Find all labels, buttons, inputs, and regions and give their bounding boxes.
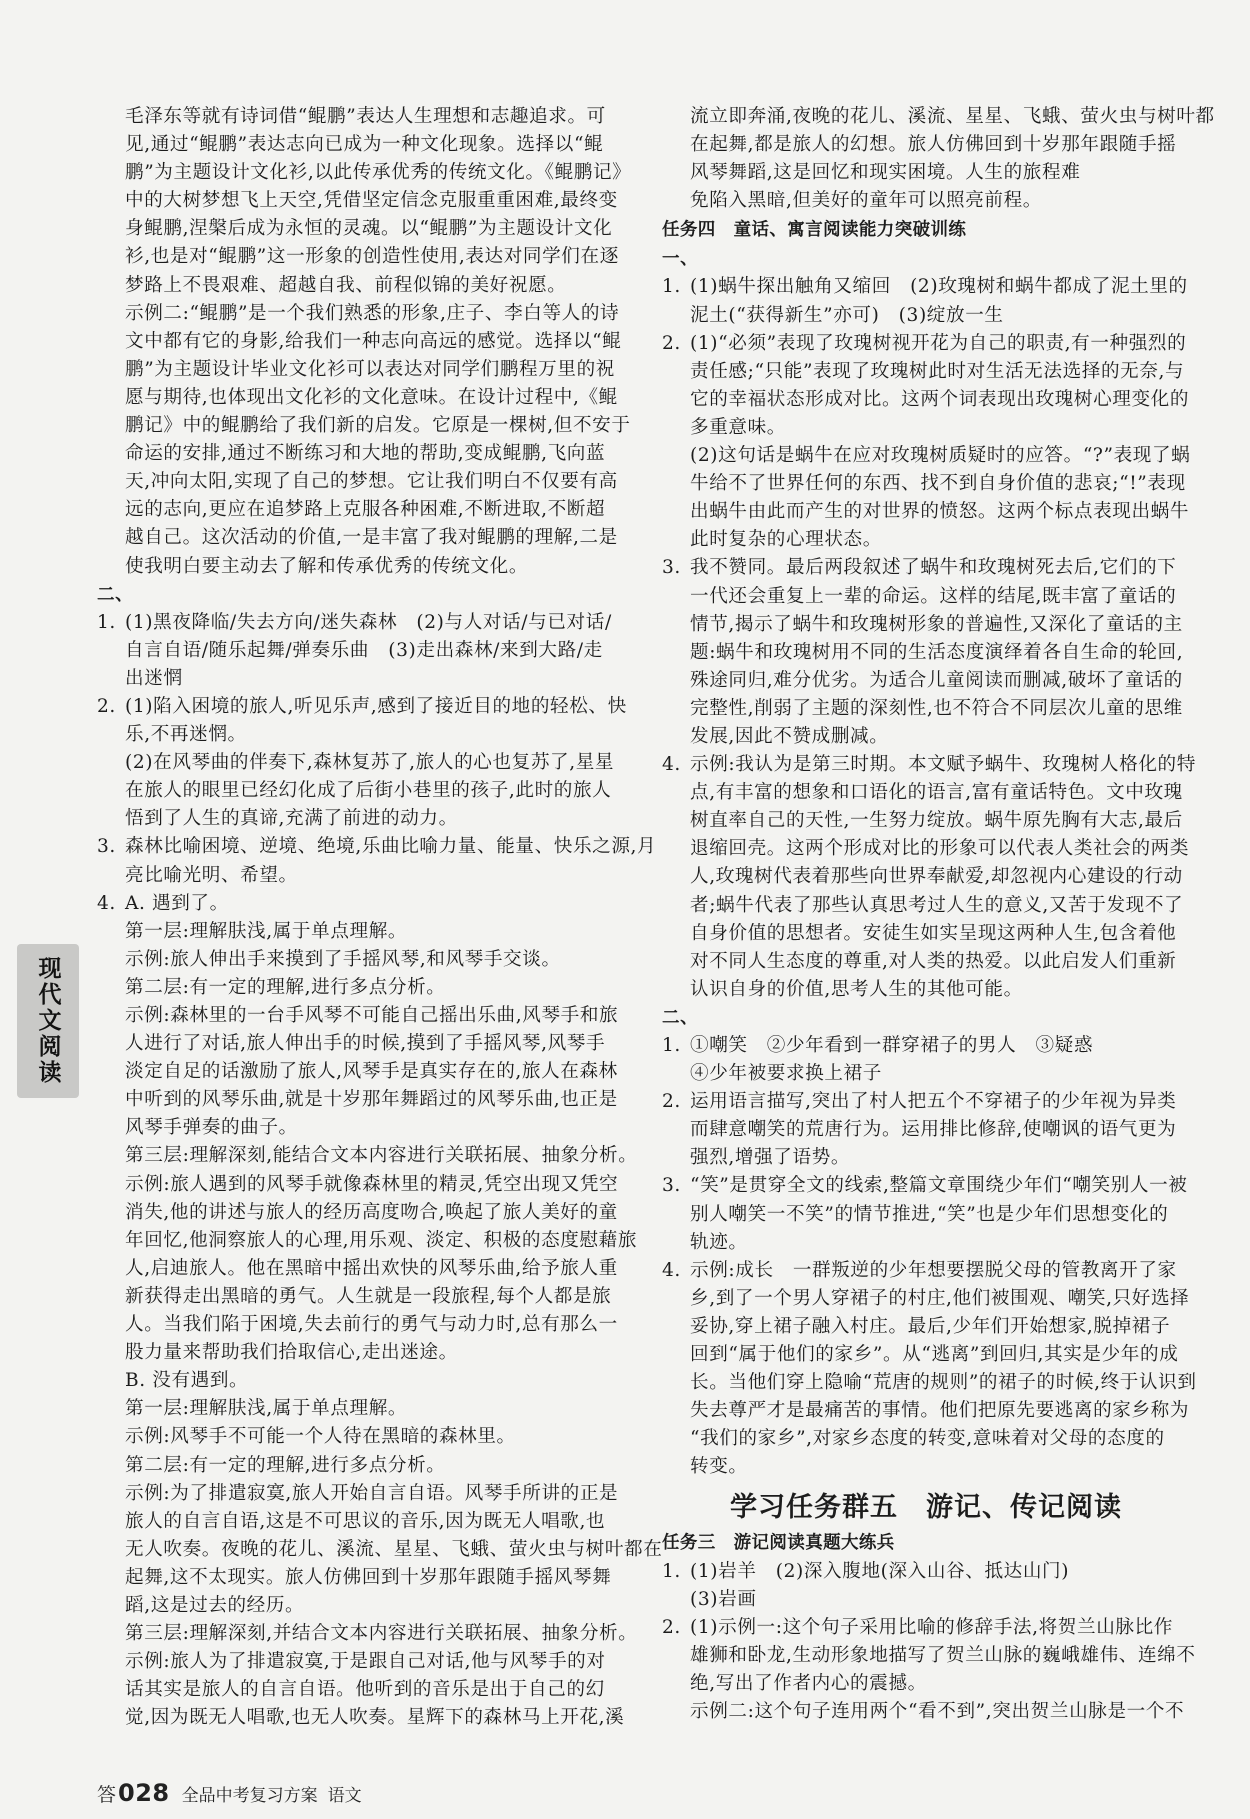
text-line: [97, 1283, 632, 1311]
text-line: [97, 1395, 632, 1423]
line-text: 一代还会重复上一辈的命运。这样的结尾,既丰富了童话的: [690, 585, 1177, 607]
text-line: [97, 272, 632, 300]
question-number: 4.: [662, 754, 681, 776]
text-line: [662, 639, 1190, 667]
section-marker: [662, 1004, 1190, 1032]
line-text: 旅人的自言自语,这是不可思议的音乐,因为既无人唱歌,也: [125, 1510, 606, 1532]
right-column: [662, 103, 1215, 1726]
line-text: 长。当他们穿上隐喻“荒唐的规则”的裙子的时候,终于认识到: [690, 1372, 1197, 1394]
text-line: [662, 892, 1190, 920]
line-text: 二、: [97, 584, 134, 605]
line-text: 雄狮和卧龙,生动形象地描写了贺兰山脉的巍峨雄伟、连绵不: [690, 1644, 1196, 1666]
line-text: 年回忆,他洞察旅人的心理,用乐观、淡定、积极的态度慰藉旅: [125, 1229, 638, 1251]
text-line: [662, 1229, 1190, 1257]
text-line: [97, 974, 632, 1002]
line-text: 对不同人生态度的尊重,对人类的热爱。以此启发人们重新: [690, 950, 1177, 972]
line-text: (1)岩羊 (2)深入腹地(深入山谷、抵达山门): [690, 1560, 1070, 1582]
line-text: 悟到了人生的真谛,充满了前进的动力。: [125, 808, 458, 830]
line-text: 示例:旅人伸出手来摸到了手摇风琴,和风琴手交谈。: [125, 948, 561, 970]
text-line: [662, 807, 1190, 835]
text-line: [97, 1452, 632, 1480]
line-text: 我不赞同。最后两段叙述了蜗牛和玫瑰树死去后,它们的下: [690, 557, 1177, 579]
line-text: (1)黑夜降临/失去方向/迷失森林 (2)与人对话/与已对话/: [125, 611, 612, 633]
line-text: 第三层:理解深刻,并结合文本内容进行关联拓展、抽象分析。: [125, 1623, 638, 1645]
line-text: 轨迹。: [690, 1231, 748, 1253]
line-text: 命运的安排,通过不断练习和大地的帮助,变成鲲鹏,飞向蓝: [125, 443, 606, 465]
line-text: 见,通过“鲲鹏”表达志向已成为一种文化现象。选择以“鲲: [125, 134, 604, 156]
line-text: 鹏”为主题设计毕业文化衫可以表达对同学们鹏程万里的祝: [125, 358, 615, 380]
line-text: 乡,到了一个男人穿裙子的村庄,他们被围观、嘲笑,只好选择: [690, 1287, 1190, 1309]
line-text: 新获得走出黑暗的勇气。人生就是一段旅程,每个人都是旅: [125, 1285, 612, 1307]
line-text: 无人吹奏。夜晚的花儿、溪流、星星、飞蛾、萤火虫与树叶都在: [125, 1538, 663, 1560]
text-line: [97, 440, 632, 468]
text-line: [97, 243, 632, 271]
text-line: [662, 273, 1190, 301]
text-line: [662, 583, 1190, 611]
line-text: 第一层:理解肤浅,属于单点理解。: [125, 920, 408, 942]
text-line: [662, 470, 1190, 498]
line-text: 在旅人的眼里已经幻化成了后街小巷里的孩子,此时的旅人: [125, 780, 612, 802]
line-text: 人,启迪旅人。他在黑暗中摇出欢快的风琴乐曲,给予旅人重: [125, 1257, 618, 1279]
line-text: 第二层:有一定的理解,进行多点分析。: [125, 1454, 446, 1476]
task-heading: 任务三 游记阅读真题大练兵: [662, 1532, 895, 1553]
line-text: 示例二:“鲲鹏”是一个我们熟悉的形象,庄子、李白等人的诗: [125, 302, 620, 324]
text-line: [97, 1142, 638, 1170]
text-line: [97, 833, 657, 861]
line-text: 鹏记》中的鲲鹏给了我们新的启发。它原是一棵树,但不安于: [125, 415, 631, 437]
line-text: 梦路上不畏艰难、超越自我、前程似锦的美好祝愿。: [125, 274, 567, 296]
line-text: 题:蜗牛和玫瑰树用不同的生活态度演绎着各自生命的轮回,: [690, 641, 1184, 663]
text-line: [97, 496, 632, 524]
text-line: [662, 103, 1215, 131]
line-text: 在起舞,都是旅人的幻想。旅人仿佛回到十岁那年跟随手摇: [690, 134, 1177, 156]
text-line: [662, 863, 1190, 891]
line-text: 完整性,削弱了主题的深刻性,也不符合不同层次儿童的思维: [690, 697, 1183, 719]
section-side-tab: [17, 944, 79, 1098]
text-line: [97, 1508, 632, 1536]
line-text: (1)示例一:这个句子采用比喻的修辞手法,将贺兰山脉比作: [690, 1616, 1173, 1638]
line-text: 毛泽东等就有诗词借“鲲鹏”表达人生理想和志趣追求。可: [125, 106, 606, 127]
line-text: 别人嘲笑一不笑”的情节推进,“笑”也是少年们思想变化的: [690, 1203, 1169, 1225]
line-text: A. 遇到了。: [125, 892, 229, 914]
section-marker: [97, 581, 632, 609]
line-text: (3)岩画: [690, 1588, 757, 1610]
text-line: [97, 1480, 632, 1508]
text-line: [97, 103, 632, 131]
line-text: 树直率自己的天性,一生努力绽放。蜗牛原先胸有大志,最后: [690, 810, 1183, 832]
text-line: [662, 358, 1190, 386]
line-text: (2)在风琴曲的伴奏下,森林复苏了,旅人的心也复苏了,星星: [125, 752, 615, 774]
task-group-title: 学习任务群五 游记、传记阅读: [730, 1491, 1122, 1523]
line-text: 衫,也是对“鲲鹏”这一形象的创造性使用,表达对同学们在逐: [125, 246, 619, 268]
text-line: [662, 1313, 1190, 1341]
text-line: [97, 1058, 632, 1086]
text-line: [662, 1144, 1190, 1172]
line-text: 远的志向,更应在追梦路上克服各种困难,不断进取,不断超: [125, 499, 606, 521]
line-text: “我们的家乡”,对家乡态度的转变,意味着对父母的态度的: [690, 1428, 1165, 1450]
text-line: [97, 356, 632, 384]
text-line: [662, 187, 1190, 215]
text-line: [97, 1227, 638, 1255]
line-text: 风琴舞蹈,这是回忆和现实困境。人生的旅程难: [690, 162, 1081, 184]
line-text: 它的幸福状态形成对比。这两个词表现出玫瑰树心理变化的: [690, 388, 1190, 410]
line-text: 人,玫瑰树代表着那些向世界奉献爱,却忽视内心建设的行动: [690, 866, 1183, 888]
text-line: [662, 1285, 1190, 1313]
text-line: [662, 1397, 1190, 1425]
text-line: [97, 187, 632, 215]
text-line: [97, 1311, 632, 1339]
text-line: [662, 414, 1190, 442]
text-line: [662, 526, 1190, 554]
text-line: [97, 1676, 632, 1704]
text-line: [662, 1341, 1190, 1369]
text-line: [97, 412, 632, 440]
text-line: [97, 1002, 632, 1030]
line-text: 股力量来帮助我们拾取信心,走出迷途。: [125, 1342, 458, 1364]
line-text: (1)蜗牛探出触角又缩回 (2)玫瑰树和蜗牛都成了泥土里的: [690, 276, 1188, 298]
line-text: (1)“必须”表现了玫瑰树视开花为自己的职责,有一种强烈的: [690, 332, 1187, 354]
line-text: 退缩回壳。这两个形成对比的形象可以代表人类社会的两类: [690, 838, 1190, 860]
line-text: 示例:旅人为了排遣寂寞,于是跟自己对话,他与风琴手的对: [125, 1651, 606, 1673]
line-text: 人。当我们陷于困境,失去前行的勇气与动力时,总有那么一: [125, 1314, 618, 1336]
text-line: [662, 1586, 1190, 1614]
line-text: 起舞,这不太现实。旅人仿佛回到十岁那年跟随手摇风琴舞: [125, 1566, 612, 1588]
question-number: 2.: [97, 695, 116, 717]
text-line: [97, 1171, 632, 1199]
line-text: ④少年被要求换上裙子: [690, 1063, 882, 1085]
question-number: 2.: [662, 1616, 681, 1638]
text-line: [97, 553, 632, 581]
text-line: [97, 1086, 632, 1114]
line-text: 殊途同归,难分优劣。为适合儿童阅读而删减,破坏了童话的: [690, 669, 1183, 691]
line-text: 此时复杂的心理状态。: [690, 529, 882, 551]
text-line: [97, 665, 632, 693]
line-text: 免陷入黑暗,但美好的童年可以照亮前程。: [690, 190, 1042, 212]
line-text: 示例:森林里的一台手风琴不可能自己摇出乐曲,风琴手和旅: [125, 1005, 619, 1026]
line-text: “笑”是贯穿全文的线索,整篇文章围绕少年们“嘲笑别人一被: [690, 1175, 1188, 1197]
line-text: 认识自身的价值,思考人生的其他可能。: [690, 978, 1023, 1000]
section-marker: [662, 245, 1190, 273]
text-line: [97, 749, 632, 777]
text-line: [662, 779, 1190, 807]
text-line: [662, 498, 1190, 526]
line-text: 强烈,增强了语势。: [690, 1147, 851, 1169]
text-line: [662, 442, 1190, 470]
line-text: 森林比喻困境、逆境、绝境,乐曲比喻力量、能量、快乐之源,月: [125, 836, 657, 858]
line-text: 自身价值的思想者。安徒生如实呈现这两种人生,包含着他: [690, 922, 1177, 944]
text-line: [97, 215, 632, 243]
line-text: 第一层:理解肤浅,属于单点理解。: [125, 1398, 408, 1420]
line-text: 亮比喻光明、希望。: [125, 864, 298, 886]
line-text: 身鲲鹏,涅槃后成为永恒的灵魂。以“鲲鹏”为主题设计文化: [125, 218, 613, 240]
text-line: [662, 948, 1190, 976]
text-line: [97, 1648, 632, 1676]
side-tab-label: 现代文阅读: [34, 956, 61, 1086]
question-number: 1.: [97, 611, 116, 633]
line-text: 话其实是旅人的自言自语。他听到的音乐是出于自己的幻: [125, 1679, 605, 1701]
text-line: [662, 976, 1190, 1004]
line-text: 运用语言描写,突出了村人把五个不穿裙子的少年视为异类: [690, 1091, 1177, 1113]
question-number: 3.: [662, 557, 681, 579]
line-text: 第三层:理解深刻,能结合文本内容进行关联拓展、抽象分析。: [125, 1145, 638, 1167]
line-text: (1)陷入困境的旅人,听见乐声,感到了接近目的地的轻松、快: [125, 695, 627, 717]
text-line: [97, 1536, 663, 1564]
line-text: 第二层:有一定的理解,进行多点分析。: [125, 976, 446, 998]
text-line: [97, 468, 632, 496]
text-line: [97, 1620, 638, 1648]
line-text: 责任感;“只能”表现了玫瑰树此时对生活无法选择的无奈,与: [690, 360, 1185, 382]
line-text: 鹏”为主题设计文化衫,以此传承优秀的传统文化。《鲲鹏记》: [125, 162, 632, 184]
line-text: 发展,因此不赞成删减。: [690, 725, 889, 747]
line-text: 妥协,穿上裙子融入村庄。最后,少年们开始想家,脱掉裙子: [690, 1315, 1171, 1337]
line-text: 示例:成长 一群叛逆的少年想要摆脱父母的管教离开了家: [690, 1259, 1177, 1281]
line-text: 点,有丰富的想象和口语化的语言,富有童话特色。文中玫瑰: [690, 782, 1183, 804]
text-line: [662, 159, 1190, 187]
line-text: 二、: [662, 1007, 699, 1028]
question-number: 3.: [97, 836, 116, 858]
text-line: [97, 300, 632, 328]
question-number: 1.: [662, 1035, 681, 1056]
line-text: 使我明白要主动去了解和传承优秀的传统文化。: [125, 555, 529, 577]
text-line: [662, 386, 1190, 414]
line-text: 出蜗牛由此而产生的对世界的愤怒。这两个标点表现出蜗牛: [690, 501, 1190, 523]
text-line: [97, 890, 632, 918]
text-line: [662, 920, 1190, 948]
line-text: 泥土(“获得新生”亦可) (3)绽放一生: [690, 304, 1004, 326]
line-text: ①嘲笑 ②少年看到一群穿裙子的男人 ③疑惑: [690, 1035, 1094, 1056]
text-line: [662, 1088, 1190, 1116]
text-line: [97, 1199, 632, 1227]
line-text: 而肆意嘲笑的荒唐行为。运用排比修辞,使嘲讽的语气更为: [690, 1119, 1177, 1141]
line-text: 文中都有它的身影,给我们一种志向高远的感觉。选择以“鲲: [125, 330, 622, 352]
question-number: 2.: [662, 1091, 681, 1113]
text-line: [97, 1423, 632, 1451]
line-text: 风琴手弹奏的曲子。: [125, 1117, 298, 1139]
text-line: [97, 637, 632, 665]
text-line: [662, 1032, 1190, 1060]
text-line: [97, 777, 632, 805]
text-line: [662, 1060, 1190, 1088]
question-number: 1.: [662, 1560, 681, 1582]
question-number: 3.: [662, 1175, 681, 1197]
text-line: [97, 1339, 632, 1367]
line-text: (2)这句话是蜗牛在应对玫瑰树质疑时的应答。“?”表现了蜗: [690, 445, 1191, 467]
text-line: [662, 1425, 1190, 1453]
task-heading: 任务四 童话、寓言阅读能力突破训练: [662, 220, 967, 241]
text-line: [662, 1116, 1190, 1144]
line-text: 出迷惘: [125, 667, 183, 689]
line-text: 消失,他的讲述与旅人的经历高度吻合,唤起了旅人美好的童: [125, 1201, 618, 1223]
text-line: [97, 1114, 632, 1142]
text-line: [662, 1558, 1190, 1586]
text-line: [97, 946, 632, 974]
text-line: [97, 862, 632, 890]
left-column: [97, 103, 663, 1732]
line-text: 流立即奔涌,夜晚的花儿、溪流、星星、飞蛾、萤火虫与树叶都: [690, 106, 1215, 127]
text-line: [662, 723, 1190, 751]
line-text: 中的大树梦想飞上天空,凭借坚定信念克服重重困难,最终变: [125, 190, 618, 212]
answer-marker: 答: [97, 1784, 117, 1806]
line-text: 愿与期待,也体现出文化衫的文化意味。在设计过程中,《鲲: [125, 386, 618, 408]
text-line: [662, 1453, 1190, 1481]
line-text: 人进行了对话,旅人伸出手的时候,摸到了手摇风琴,风琴手: [125, 1033, 606, 1055]
line-text: 者;蜗牛代表了那些认真思考过人生的意义,又苦于发现不了: [690, 894, 1184, 916]
text-line: [662, 667, 1190, 695]
book-title: 全品中考复习方案: [181, 1786, 318, 1806]
text-line: [97, 524, 632, 552]
line-text: 示例:旅人遇到的风琴手就像森林里的精灵,凭空出现又凭空: [125, 1173, 619, 1195]
line-text: 示例:我认为是第三时期。本文赋予蜗牛、玫瑰树人格化的特: [690, 754, 1196, 776]
text-line: [97, 328, 632, 356]
text-line: [662, 1201, 1190, 1229]
line-text: 蹈,这是过去的经历。: [125, 1594, 305, 1616]
text-line: [662, 695, 1190, 723]
line-text: 自言自语/随乐起舞/弹奏乐曲 (3)走出森林/来到大路/走: [125, 639, 603, 661]
line-text: 绝,写出了作者内心的震撼。: [690, 1672, 927, 1694]
text-line: [662, 611, 1190, 639]
text-line: [97, 1367, 632, 1395]
line-text: 乐,不再迷惘。: [125, 724, 247, 746]
text-line: [662, 554, 1190, 582]
text-line: [662, 1172, 1190, 1200]
text-line: [662, 1642, 1196, 1670]
text-line: [662, 330, 1190, 358]
text-line: [97, 1564, 632, 1592]
line-text: 越自己。这次活动的价值,一是丰富了我对鲲鹏的理解,二是: [125, 527, 618, 549]
text-line: [97, 721, 632, 749]
text-line: [662, 131, 1190, 159]
text-line: [97, 1030, 632, 1058]
line-text: 示例:风琴手不可能一个人待在黑暗的森林里。: [125, 1426, 516, 1448]
text-line: [97, 384, 632, 412]
line-text: 示例:为了排遣寂寞,旅人开始自言自语。风琴手所讲的正是: [125, 1482, 619, 1504]
text-line: [97, 609, 632, 637]
text-line: [97, 159, 632, 187]
page-footer: [97, 1779, 362, 1807]
question-number: 4.: [662, 1259, 681, 1281]
text-line: [97, 1704, 632, 1732]
line-text: 多重意味。: [690, 416, 786, 438]
text-line: [662, 1698, 1190, 1726]
question-number: 2.: [662, 332, 681, 354]
line-text: 回到“属于他们的家乡”。从“逃离”到回归,其实是少年的成: [690, 1344, 1179, 1366]
line-text: 天,冲向太阳,实现了自己的梦想。它让我们明白不仅要有高: [125, 471, 618, 493]
line-text: 中听到的风琴乐曲,就是十岁那年舞蹈过的风琴乐曲,也正是: [125, 1089, 618, 1111]
line-text: 失去尊严才是最痛苦的事情。他们把原先要逃离的家乡称为: [690, 1400, 1190, 1422]
subject-label: 语文: [327, 1786, 362, 1806]
text-line: [97, 1592, 632, 1620]
text-line: [97, 805, 632, 833]
line-text: 淡定自足的话激励了旅人,风琴手是真实存在的,旅人在森林: [125, 1061, 618, 1083]
text-line: [662, 751, 1196, 779]
line-text: B. 没有遇到。: [125, 1370, 249, 1392]
text-line: [97, 131, 632, 159]
line-text: 一、: [662, 249, 699, 270]
page-number: 028: [118, 1779, 170, 1807]
question-number: 1.: [662, 276, 681, 298]
question-number: 4.: [97, 892, 116, 914]
text-line: [97, 918, 632, 946]
text-line: [662, 1614, 1190, 1642]
line-text: 牛给不了世界任何的东西、找不到自身价值的悲哀;“!”表现: [690, 473, 1186, 495]
line-text: 觉,因为既无人唱歌,也无人吹奏。星辉下的森林马上开花,溪: [125, 1707, 625, 1729]
text-line: [662, 302, 1190, 330]
line-text: 情节,揭示了蜗牛和玫瑰树形象的普遍性,又深化了童话的主: [690, 613, 1183, 635]
line-text: 转变。: [690, 1456, 748, 1478]
line-text: 示例二:这个句子连用两个“看不到”,突出贺兰山脉是一个不: [690, 1700, 1185, 1722]
text-line: [662, 1670, 1190, 1698]
text-line: [97, 693, 632, 721]
text-line: [97, 1255, 632, 1283]
text-line: [662, 835, 1190, 863]
text-line: [662, 1369, 1197, 1397]
text-line: [662, 1257, 1190, 1285]
